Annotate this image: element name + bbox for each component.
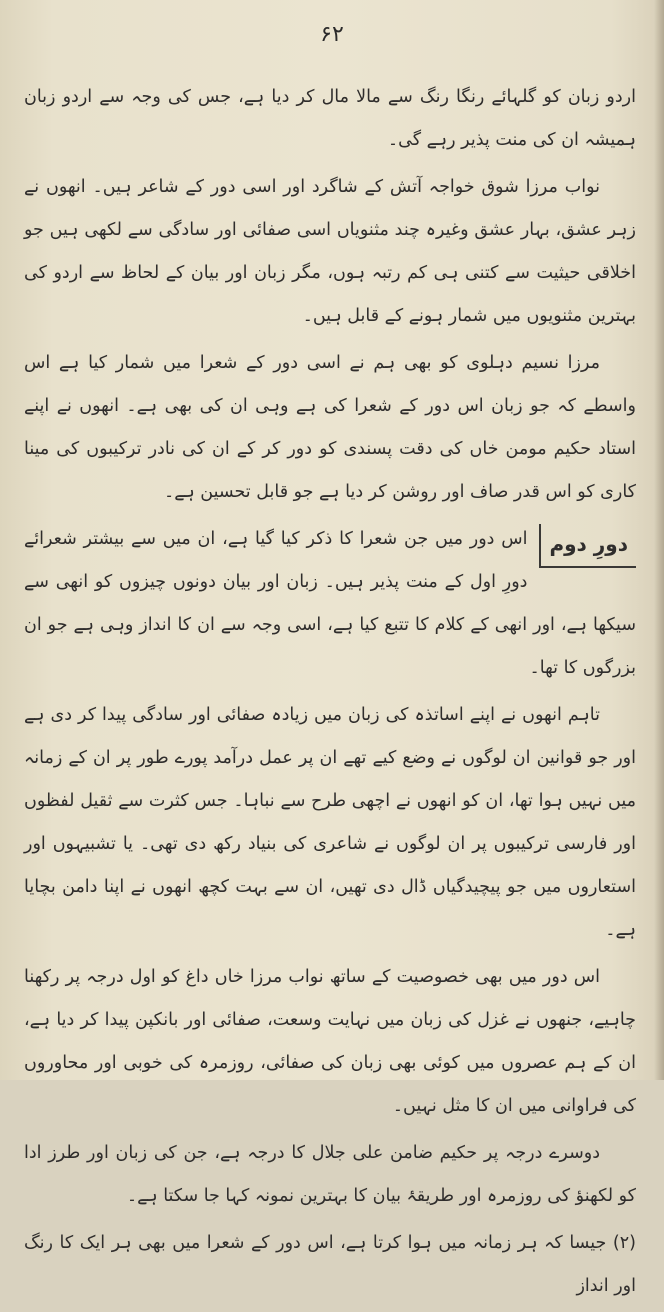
- paragraph-numbered-2: (۲) جیسا کہ ہر زمانہ میں ہوا کرتا ہے، اس دور کے شعرا میں بھی ہر ایک کا رنگ اور انداز: [24, 1233, 636, 1296]
- paragraph-second-era-intro: اس دور میں جن شعرا کا ذکر کیا گیا ہے، ان میں سے بیشتر شعرائے دورِ اول کے منت پذیر ہیں۔ زبان اور بیان دونوں چیزوں کو انھی سے سیکھا ہے، اور انھی کے کلام کا تتبع کیا ہے، اسی وجہ سے ان کا انداز وہی ہے جو ان بزرگوں کا تھا۔: [24, 529, 636, 678]
- section-heading: دورِ دوم: [539, 524, 636, 568]
- paragraph-mirza-naseem: مرزا نسیم دہلوی کو بھی ہم نے اسی دور کے شعرا میں شمار کیا ہے اس واسطے کہ جو زبان اس دور کے شعرا کی ہے وہی ان کی بھی ہے۔ انھوں نے اپنے استاد حکیم مومن خاں کی دقت پسندی کو دور کر کے ان کی نادر ترکیبوں کی مینا کاری کو اس قدر صاف اور روشن کر دیا ہے جو قابل تحسین ہے۔: [24, 353, 636, 502]
- section-second-era: [24, 518, 636, 690]
- paragraph-mirza-shauq: نواب مرزا شوق خواجہ آتش کے شاگرد اور اسی دور کے شاعر ہیں۔ انھوں نے زہر عشق، بہار عشق وغیرہ چند مثنویاں اسی صفائی اور سادگی سے لکھی ہیں جو اخلاقی حیثیت سے کتنی ہی کم رتبہ ہوں، مگر زبان اور بیان کے لحاظ سے اردو کی بہترین مثنویوں میں شمار ہونے کے قابل ہیں۔: [24, 177, 636, 326]
- paragraph-dagh: اس دور میں بھی خصوصیت کے ساتھ نواب مرزا خاں داغ کو اول درجہ پر رکھنا چاہیے، جنھوں نے غزل کی زبان میں نہایت وسعت، صفائی اور بانکپن پیدا کر دیا ہے، ان کے ہم عصروں میں کوئی بھی زبان کی صفائی، روزمرہ کی خوبی اور محاوروں کی فراوانی میں ان کا مثل نہیں۔: [24, 967, 636, 1116]
- paragraph-urdu-language: اردو زبان کو گلہائے رنگا رنگ سے مالا مال کر دیا ہے، جس کی وجہ سے اردو زبان ہمیشہ ان کی منت پذیر رہے گی۔: [24, 87, 636, 150]
- paragraph-simplicity: تاہم انھوں نے اپنے اساتذہ کی زبان میں زیادہ صفائی اور سادگی پیدا کر دی ہے اور جو قوانین ان لوگوں نے وضع کیے تھے ان پر عمل درآمد پورے طور پر ان کے زمانہ میں نہیں ہوا تھا، ان کو انھوں نے اچھی طرح سے نباہا۔ جس کثرت سے ثقیل لفظوں اور فارسی ترکیبوں پر ان لوگوں نے شاعری کی بنیاد رکھ دی تھی۔ یا تشبیہوں اور استعاروں میں جو پیچیدگیاں ڈال دی تھیں، ان سے بہت کچھ انھوں نے اپنا دامن بچایا ہے۔: [24, 705, 636, 940]
- page-edge-shadow: [654, 0, 664, 1080]
- paragraph-jalal: دوسرے درجہ پر حکیم ضامن علی جلال کا درجہ ہے، جن کی زبان اور طرز ادا کو لکھنؤ کی روزمرہ اور طریقۂ بیان کا بہترین نمونہ کہا جا سکتا ہے۔: [24, 1143, 636, 1206]
- page-body: [24, 76, 636, 1312]
- page-number: ۶۲: [320, 22, 344, 47]
